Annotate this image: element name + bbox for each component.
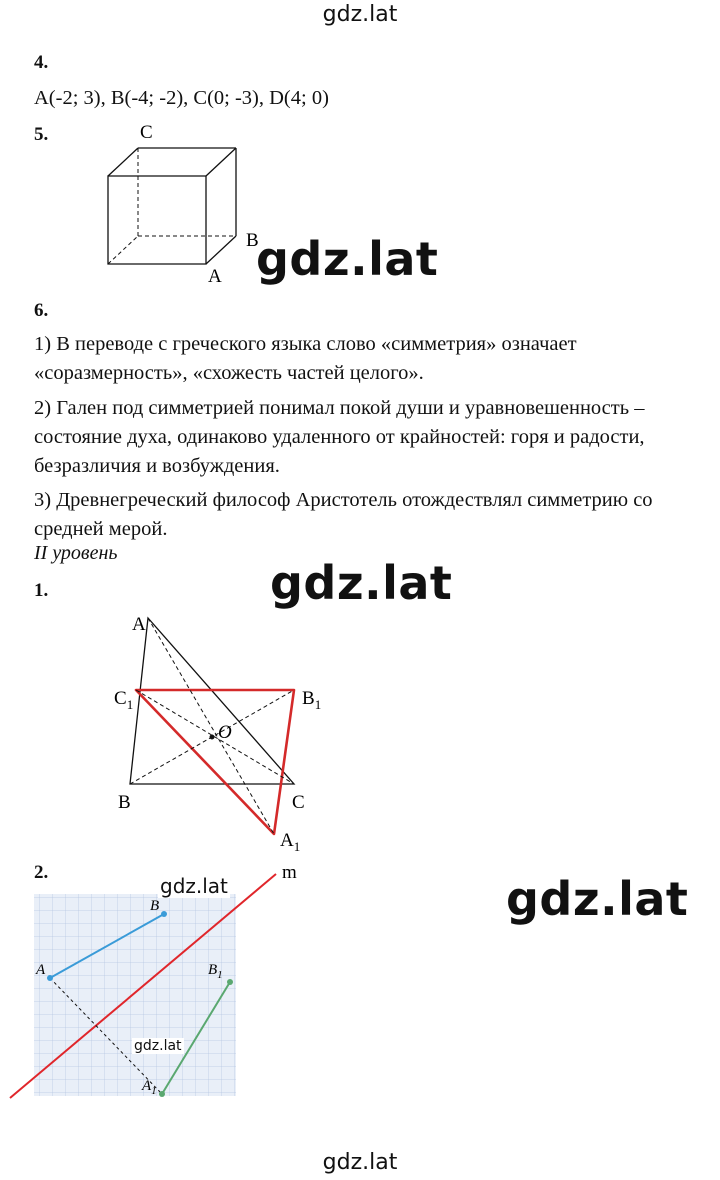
cube-edge <box>206 236 236 264</box>
cube-edge <box>206 148 236 176</box>
l2task2-number: 2. <box>34 862 49 883</box>
task6-paragraph-2 <box>34 394 694 481</box>
label-b1: $B_1$ <box>208 962 223 981</box>
l2task1-number: 1. <box>34 580 49 601</box>
watermark-small-2: gdz.lat <box>134 1038 182 1054</box>
triangle-a1b1c1 <box>136 690 294 834</box>
point-b <box>161 911 167 917</box>
task6-number: 6. <box>34 300 49 321</box>
watermark-bottom: gdz.lat <box>322 1150 398 1175</box>
watermark-small-1: gdz.lat <box>160 874 228 898</box>
task6-paragraph-1 <box>34 330 694 388</box>
text-line: средней мерой. <box>34 518 168 540</box>
watermark-large-3: gdz.lat <box>506 872 689 926</box>
cube-label-c: C <box>140 122 153 143</box>
label-m: m <box>282 862 297 883</box>
task6-paragraph-3 <box>34 486 694 544</box>
label-o: O <box>218 722 232 743</box>
text-line: 3) Древнегреческий философ Аристотель отождествлял симметрию со <box>34 489 653 511</box>
label-b: B <box>150 898 160 914</box>
task4-points: A(-2; 3), B(-4; -2), C(0; -3), D(4; 0) <box>34 87 329 109</box>
point-b1 <box>227 979 233 985</box>
watermark-large-1: gdz.lat <box>256 232 439 286</box>
level-heading: II уровень <box>34 542 118 564</box>
cube-label-a: A <box>208 266 222 287</box>
text-line: безразличия и возбуждения. <box>34 455 280 477</box>
label-b1: $B_1$ <box>302 688 322 712</box>
label-a1: $A_1$ <box>142 1078 157 1097</box>
dashed-line-aa1 <box>148 618 274 834</box>
cube-front-face <box>108 176 206 264</box>
label-c: C <box>292 792 305 813</box>
cube-label-b: B <box>246 230 259 251</box>
label-c1: $C_1$ <box>114 688 134 712</box>
label-a: A <box>132 614 146 635</box>
text-line: состояние духа, одинаково удаленного от крайностей: горя и радости, <box>34 426 645 448</box>
point-a1 <box>159 1091 165 1097</box>
text-line: 2) Гален под симметрией понимал покой души и уравновешенность – <box>34 397 645 419</box>
text-line: «соразмерность», «схожесть частей целого». <box>34 362 424 384</box>
watermark-large-2: gdz.lat <box>270 556 453 610</box>
label-a1: $A_1$ <box>280 830 301 854</box>
cube-edge <box>108 148 138 176</box>
watermark-top: gdz.lat <box>322 2 398 27</box>
center-point-o <box>210 735 215 740</box>
symmetry-triangle-figure <box>100 606 350 856</box>
point-a <box>47 975 53 981</box>
label-a: A <box>36 962 46 978</box>
label-b: B <box>118 792 131 813</box>
cube-figure <box>100 118 280 290</box>
task4-number: 4. <box>34 52 49 73</box>
task5-number: 5. <box>34 124 49 145</box>
cube-hidden-edge <box>108 236 138 264</box>
text-line: 1) В переводе с греческого языка слово «симметрия» означает <box>34 333 577 355</box>
